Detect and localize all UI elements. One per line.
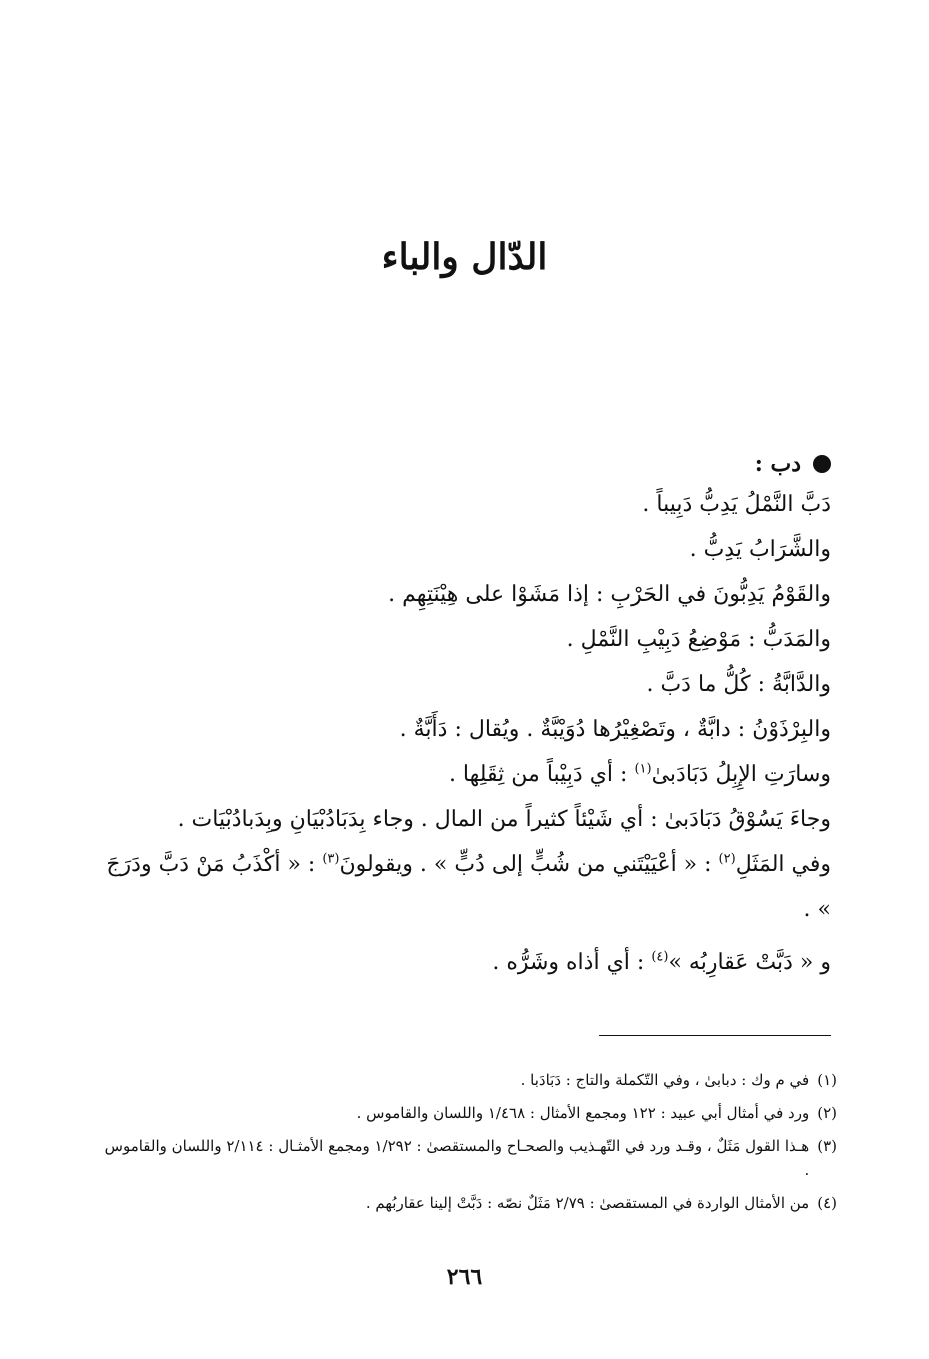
- footnote-ref: (٣): [322, 851, 340, 867]
- footnote: [102, 1134, 837, 1182]
- entry-line-text: و « دَبَّتْ عَقارِبُه »: [668, 950, 831, 975]
- proverb-paragraph: [101, 842, 831, 932]
- footnotes: [102, 1068, 837, 1224]
- entry-heading: [101, 446, 831, 482]
- entry-line: [101, 940, 831, 985]
- footnote: [102, 1101, 837, 1125]
- dictionary-entry: [101, 446, 831, 985]
- footnote-ref: (٤): [651, 949, 669, 965]
- entry-line: وجاءَ يَسُوْقُ دَبَادَبىٰ : أي شَيْئاً كثيراً من المال . وجاء بِدَبَادُبْيَانِ وبِدَبادُبْيَات .: [177, 807, 831, 832]
- entry-line: والشَّرَابُ يَدِبُّ .: [689, 537, 831, 562]
- entry-line: والمَدَبُّ : مَوْضِعُ دَبِيْبِ النَّمْلِ .: [566, 627, 831, 652]
- entry-line: والقَوْمُ يَدِبُّونَ في الحَرْبِ : إذا مَشَوْا على هِيْنَتِهِم .: [388, 582, 831, 607]
- footnote-ref: (٢): [718, 851, 736, 867]
- section-title: الدّال والباء: [381, 236, 548, 278]
- proverb-text: : « أكْذَبُ مَنْ دَبَّ ودَرَجَ » .: [106, 852, 831, 922]
- page-number: ٢٦٦: [446, 1264, 483, 1290]
- footnote: [102, 1191, 837, 1215]
- proverb-text: وفي المَثَلِ: [735, 852, 831, 877]
- footnote-number: (١): [817, 1071, 837, 1089]
- footnote-text: ورد في أمثال أبي عبيد : ١٢٢ ومجمع الأمثال : ١/٤٦٨ واللسان والقاموس .: [356, 1104, 810, 1122]
- footnote-number: (٣): [817, 1137, 837, 1155]
- entry-line: والدَّابَّةُ : كُلُّ ما دَبَّ .: [646, 672, 831, 697]
- entry-line-text: : أي دَبِيْباً من ثِقَلِها .: [448, 762, 628, 787]
- footnote-number: (٢): [817, 1104, 837, 1122]
- footnote-divider: [599, 1035, 831, 1036]
- entry-line-text: وسارَتِ الإِبِلُ دَبَادَبىٰ: [651, 762, 831, 787]
- entry-root: دب :: [754, 451, 801, 477]
- entry-line-text: : أي أذاه وشَرُّه .: [492, 950, 645, 975]
- footnote-text: في م وك : دبابىٰ ، وفي التّكملة والتاج : دَبَادَبا .: [520, 1071, 810, 1089]
- entry-line: [101, 752, 831, 797]
- footnote: [102, 1068, 837, 1092]
- proverb-text: : « أعْيَيْتَني من شُبٍّ إلى دُبٍّ » . ويقولونَ: [339, 852, 712, 877]
- footnote-number: (٤): [817, 1194, 837, 1212]
- bullet-icon: [813, 455, 831, 473]
- entry-line: دَبَّ النَّمْلُ يَدِبُّ دَبِيباً .: [642, 492, 831, 517]
- footnote-ref: (١): [634, 761, 652, 777]
- entry-line: والبِرْذَوْنُ : دابَّةٌ ، وتَصْغِيْرُها دُوَيْبَّةٌ . ويُقال : دَأَبَّةٌ .: [399, 717, 831, 742]
- footnote-text: هـذا القول مَثَلٌ ، وقـد ورد في التّهـذيب والصحـاح والمستقصىٰ : ١/٢٩٢ ومجمع الأمثـال : ٢/١١٤ واللسان والقاموس .: [104, 1137, 810, 1179]
- footnote-text: من الأمثال الواردة في المستقصىٰ : ٢/٧٩ مَثَلٌ نصّه : دَبَّتْ إلينا عقاربُهم .: [365, 1194, 810, 1212]
